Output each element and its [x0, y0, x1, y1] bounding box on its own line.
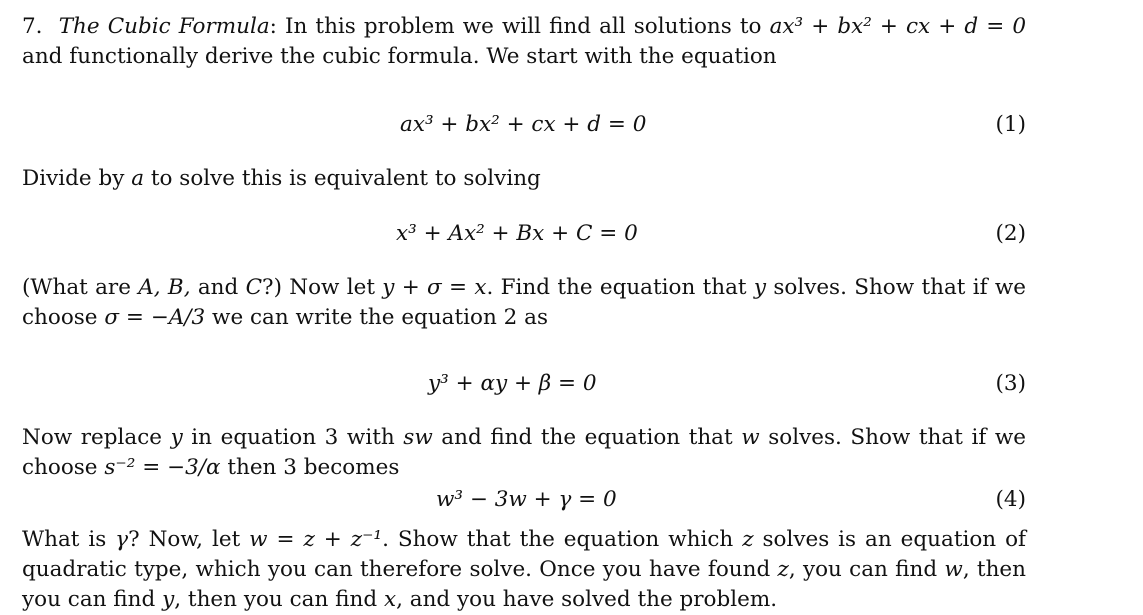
- final-math-a: γ: [115, 527, 129, 552]
- replace-math-c: w: [741, 425, 760, 450]
- final-text-c: . Show that the equation which: [382, 527, 743, 552]
- equation-2-math: x³ + Ax² + Bx + C = 0: [396, 221, 638, 246]
- paragraph-divide: [22, 164, 1026, 194]
- paragraph-substitution: [22, 273, 1026, 333]
- problem-7: [22, 12, 1026, 615]
- replace-math-d: s⁻² = −3/α: [104, 455, 221, 480]
- equation-4: [22, 485, 1026, 515]
- problem-title: The Cubic Formula: [58, 14, 270, 39]
- final-text-a: What is: [22, 527, 116, 552]
- intro-text-a: : In this problem we will find all solutions to: [269, 14, 770, 39]
- intro-text-b: and functionally derive the cubic formula. We start with the equation: [22, 44, 777, 69]
- subst-math-a: A, B,: [138, 275, 191, 300]
- subst-math-c: y + σ = x: [382, 275, 487, 300]
- equation-3-math: y³ + αy + β = 0: [428, 371, 597, 396]
- subst-text-f: we can write the equation 2 as: [205, 305, 548, 330]
- subst-text-e: solves. Show that if we choose: [22, 275, 1026, 330]
- final-math-c: z: [742, 527, 754, 552]
- replace-text-a: Now replace: [22, 425, 171, 450]
- equation-4-math: w³ − 3w + γ = 0: [436, 487, 617, 512]
- equation-1-label: (1): [995, 112, 1026, 137]
- equation-4-label: (4): [995, 487, 1026, 512]
- final-math-f: y: [162, 587, 175, 612]
- subst-math-b: C: [245, 275, 263, 300]
- subst-math-d: y: [753, 275, 767, 300]
- equation-2-label: (2): [995, 221, 1026, 246]
- subst-text-c: ?) Now let: [262, 275, 383, 300]
- final-text-b: ? Now, let: [128, 527, 250, 552]
- subst-math-e: σ = −A/3: [104, 305, 206, 330]
- subst-text-d: . Find the equation that: [486, 275, 754, 300]
- divide-text-a: Divide by: [22, 166, 132, 191]
- subst-text-b: and: [190, 275, 246, 300]
- final-text-g: , then you can find: [174, 587, 384, 612]
- equation-1: [22, 110, 1026, 140]
- problem-number: 7.: [22, 14, 43, 39]
- replace-text-e: then 3 becomes: [220, 455, 400, 480]
- subst-text-a: (What are: [22, 275, 139, 300]
- final-text-e: , you can find: [788, 557, 945, 582]
- equation-3: [22, 369, 1026, 399]
- equation-3-label: (3): [995, 371, 1026, 396]
- replace-text-b: in equation 3 with: [182, 425, 404, 450]
- paragraph-final: [22, 525, 1026, 615]
- replace-text-d: solves. Show that if we choose: [22, 425, 1026, 480]
- final-math-b: w = z + z⁻¹: [249, 527, 383, 552]
- final-text-h: , and you have solved the problem.: [396, 587, 778, 612]
- divide-text-b: to solve this is equivalent to solving: [144, 166, 541, 191]
- equation-2: [22, 219, 1026, 249]
- intro-math-equation: ax³ + bx² + cx + d = 0: [769, 14, 1026, 39]
- replace-math-a: y: [170, 425, 183, 450]
- replace-text-c: and find the equation that: [432, 425, 742, 450]
- final-math-d: z: [777, 557, 789, 582]
- final-text-f: , then you can find: [22, 557, 1026, 612]
- paragraph-intro: [22, 12, 1026, 72]
- final-math-e: w: [944, 557, 963, 582]
- equation-1-math: ax³ + bx² + cx + d = 0: [400, 112, 647, 137]
- divide-math-a: a: [131, 166, 145, 191]
- replace-math-b: sw: [403, 425, 433, 450]
- paragraph-replace: [22, 423, 1026, 483]
- final-math-g: x: [383, 587, 397, 612]
- final-text-d: solves is an equation of quadratic type, which you can therefore solve. Once you have found: [22, 527, 1026, 582]
